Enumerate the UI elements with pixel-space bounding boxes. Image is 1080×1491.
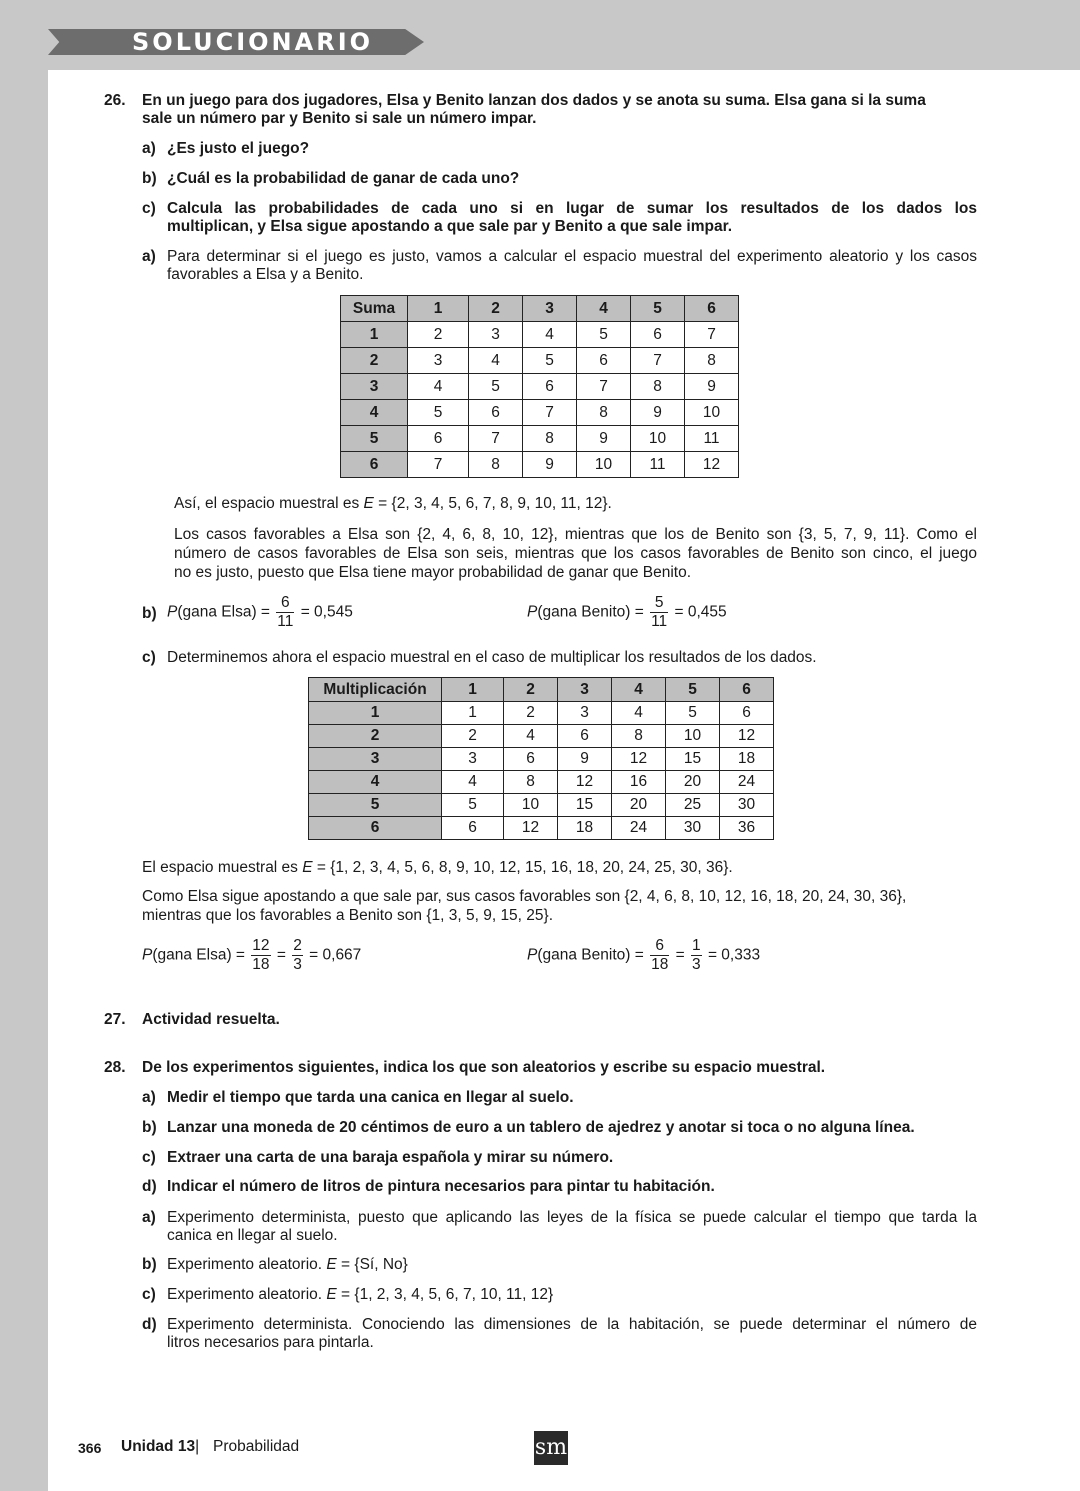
sum-table-header-cell: Suma	[341, 296, 408, 322]
solution-b-label: b)	[142, 1256, 157, 1273]
multiplication-table-cell: 16	[612, 771, 666, 794]
sample-space-symbol: E	[326, 1286, 337, 1303]
sum-table-cell: 7	[685, 322, 739, 348]
solution-c-text: Determinemos ahora el espacio muestral en el caso de multiplicar los resultados de los dados.	[167, 649, 817, 666]
equals-sign: =	[276, 946, 286, 964]
probability-benito-sum	[527, 594, 727, 631]
multiplication-table-row	[309, 771, 774, 794]
sum-table-cell: 4	[523, 322, 577, 348]
solution-a-text-line1: Para determinar si el juego es justo, vamos a calcular el espacio muestral del experimento aleatorio y los casos	[167, 248, 977, 265]
multiplication-table-cell: 8	[504, 771, 558, 794]
sample-space-set: = {2, 3, 4, 5, 6, 7, 8, 9, 10, 11, 12}.	[373, 495, 612, 512]
footer-unit-label: Unidad 13	[121, 1438, 196, 1455]
question-b-text: Lanzar una moneda de 20 céntimos de euro a un tablero de ajedrez y anotar si toca o no alguna línea.	[167, 1119, 915, 1136]
question-c-label: c)	[142, 200, 156, 217]
sum-table-cell: 6	[408, 426, 469, 452]
sum-table-header	[341, 296, 739, 322]
multiplication-table-cell: 12	[612, 748, 666, 771]
multiplication-table-cell: 4	[504, 725, 558, 748]
multiplication-table-cell: 30	[666, 817, 720, 840]
sample-space-set: = {1, 2, 3, 4, 5, 6, 8, 9, 10, 12, 15, 16, 18, 20, 24, 25, 30, 36}.	[312, 859, 733, 876]
product-favorable-line2: mientras que los favorables a Benito son {1, 3, 5, 9, 15, 25}.	[142, 907, 554, 924]
sum-table	[340, 295, 739, 478]
probability-result: = 0,333	[707, 946, 761, 964]
fraction	[650, 594, 668, 631]
banner-title: SOLUCIONARIO	[132, 28, 374, 56]
sum-table-cell: 9	[577, 426, 631, 452]
multiplication-table-cell: 10	[666, 725, 720, 748]
multiplication-table-header-cell: 3	[558, 678, 612, 702]
multiplication-table-cell: 20	[666, 771, 720, 794]
sum-table-row	[341, 322, 739, 348]
sum-table-header-cell: 3	[523, 296, 577, 322]
sum-table-cell: 6	[469, 400, 523, 426]
multiplication-table-row-header: 2	[309, 725, 442, 748]
probability-symbol: P	[527, 603, 538, 621]
multiplication-table-header-cell: 5	[666, 678, 720, 702]
probability-result: = 0,667	[309, 946, 362, 964]
multiplication-table-cell: 15	[558, 794, 612, 817]
fraction-denominator: 11	[651, 613, 668, 630]
sum-table-cell: 5	[523, 348, 577, 374]
sum-table-header-cell: 5	[631, 296, 685, 322]
exercise-28-number: 28.	[104, 1059, 126, 1076]
probability-elsa-label: (gana Elsa) =	[152, 946, 245, 964]
fraction-numerator: 6	[276, 594, 294, 613]
sum-table-row	[341, 452, 739, 478]
multiplication-table-header-cell: 1	[442, 678, 504, 702]
fraction-numerator: 5	[650, 594, 668, 613]
question-a-label: a)	[142, 140, 156, 157]
sample-space-prefix: El espacio muestral es	[142, 859, 303, 876]
multiplication-table-cell: 8	[612, 725, 666, 748]
sum-table-header-cell: 2	[469, 296, 523, 322]
question-d-label: d)	[142, 1178, 157, 1195]
sum-table-cell: 6	[631, 322, 685, 348]
sample-space-set: = {1, 2, 3, 4, 5, 6, 7, 10, 11, 12}	[336, 1286, 554, 1303]
favorable-cases-line3: no es justo, puesto que Elsa tiene mayor probabilidad de ganar que Benito.	[174, 564, 692, 581]
multiplication-table-cell: 24	[612, 817, 666, 840]
sum-table-header-cell: 4	[577, 296, 631, 322]
multiplication-table-cell: 3	[442, 748, 504, 771]
multiplication-table	[308, 677, 774, 840]
sum-table-row	[341, 426, 739, 452]
multiplication-table-cell: 9	[558, 748, 612, 771]
multiplication-table-cell: 6	[442, 817, 504, 840]
fraction	[650, 937, 669, 974]
sum-table-cell: 8	[631, 374, 685, 400]
sum-table-cell: 5	[469, 374, 523, 400]
probability-elsa-sum	[167, 594, 353, 631]
sum-table-cell: 4	[469, 348, 523, 374]
multiplication-table-cell: 2	[442, 725, 504, 748]
sm-logo: sm	[534, 1431, 568, 1465]
question-a-text: ¿Es justo el juego?	[167, 140, 310, 157]
multiplication-table-cell: 6	[558, 725, 612, 748]
question-c-text-line1: Calcula las probabilidades de cada uno si en lugar de sumar los resultados de los dados los	[167, 200, 977, 217]
sum-table-row	[341, 348, 739, 374]
fraction-denominator: 11	[277, 613, 294, 630]
sum-table-cell: 5	[408, 400, 469, 426]
multiplication-table-cell: 15	[666, 748, 720, 771]
sum-table-row-header: 2	[341, 348, 408, 374]
sum-table-row	[341, 400, 739, 426]
probability-result: = 0,455	[674, 603, 727, 621]
sum-table-cell: 8	[469, 452, 523, 478]
multiplication-table-row-header: 3	[309, 748, 442, 771]
sum-table-cell: 2	[408, 322, 469, 348]
multiplication-table-cell: 4	[612, 702, 666, 725]
sum-table-row-header: 5	[341, 426, 408, 452]
multiplication-table-cell: 12	[558, 771, 612, 794]
multiplication-table-row-header: 1	[309, 702, 442, 725]
solution-a-label: a)	[142, 1209, 156, 1226]
sample-space-prefix: Así, el espacio muestral es	[174, 495, 364, 512]
sum-table-cell: 3	[469, 322, 523, 348]
multiplication-table-row-header: 5	[309, 794, 442, 817]
multiplication-table-row-header: 4	[309, 771, 442, 794]
fraction-denominator: 3	[293, 956, 302, 973]
solution-d-line1: Experimento determinista. Conociendo las dimensiones de la habitación, se puede determinar el número de	[167, 1316, 977, 1333]
probability-elsa-product	[142, 937, 361, 974]
favorable-cases-line2: número de casos favorables de Elsa son seis, mientras que los casos favorables de Benito son cinco, el juego	[174, 545, 977, 562]
multiplication-table-cell: 36	[720, 817, 774, 840]
multiplication-table-cell: 3	[558, 702, 612, 725]
fraction	[691, 937, 702, 974]
solution-a-text-line2: favorables a Elsa y a Benito.	[167, 266, 364, 283]
fraction	[251, 937, 270, 974]
multiplication-table-cell: 4	[442, 771, 504, 794]
sum-table-cell: 9	[685, 374, 739, 400]
sum-table-cell: 7	[469, 426, 523, 452]
sum-table-row	[341, 374, 739, 400]
multiplication-table-cell: 12	[504, 817, 558, 840]
multiplication-table-cell: 6	[720, 702, 774, 725]
multiplication-table-cell: 20	[612, 794, 666, 817]
probability-symbol: P	[142, 946, 153, 964]
solution-b-text	[167, 1255, 408, 1274]
probability-benito-label: (gana Benito) =	[537, 946, 644, 964]
sum-table-cell: 10	[631, 426, 685, 452]
sum-table-cell: 7	[523, 400, 577, 426]
multiplication-table-header-cell: 2	[504, 678, 558, 702]
question-a-text: Medir el tiempo que tarda una canica en llegar al suelo.	[167, 1089, 574, 1106]
fraction-numerator: 2	[293, 937, 302, 954]
favorable-cases-line1: Los casos favorables a Elsa son {2, 4, 6, 8, 10, 12}, mientras que los de Benito son {3, 5, 7, 9, 11}. Como el	[174, 526, 977, 543]
question-c-text-line2: multiplican, y Elsa sigue apostando a que sale par y Benito a que sale impar.	[167, 218, 733, 235]
probability-symbol: P	[167, 603, 178, 621]
multiplication-table-cell: 18	[720, 748, 774, 771]
sum-table-header-cell: 6	[685, 296, 739, 322]
multiplication-table-cell: 5	[666, 702, 720, 725]
question-b-label: b)	[142, 170, 157, 187]
sum-table-cell: 10	[577, 452, 631, 478]
probability-result: = 0,545	[300, 603, 353, 621]
solution-c-label: c)	[142, 1286, 156, 1303]
question-a-label: a)	[142, 1089, 156, 1106]
question-d-text: Indicar el número de litros de pintura necesarios para pintar tu habitación.	[167, 1178, 715, 1195]
multiplication-table-header	[309, 678, 774, 702]
multiplication-table-cell: 30	[720, 794, 774, 817]
sum-table-cell: 7	[408, 452, 469, 478]
solution-b-prefix: Experimento aleatorio.	[167, 1256, 327, 1273]
sample-space-symbol: E	[302, 859, 313, 876]
exercise-26-number: 26.	[104, 92, 126, 109]
exercise-26-statement-line2: sale un número par y Benito si sale un número impar.	[142, 110, 537, 127]
multiplication-table-header-cell: 6	[720, 678, 774, 702]
multiplication-table-cell: 10	[504, 794, 558, 817]
multiplication-table-cell: 25	[666, 794, 720, 817]
question-b-text: ¿Cuál es la probabilidad de ganar de cada uno?	[167, 170, 520, 187]
footer-topic: Probabilidad	[213, 1438, 300, 1455]
sum-table-cell: 8	[577, 400, 631, 426]
sum-table-row-header: 1	[341, 322, 408, 348]
fraction-denominator: 18	[252, 956, 270, 973]
multiplication-table-row	[309, 794, 774, 817]
multiplication-table-cell: 12	[720, 725, 774, 748]
sum-table-cell: 10	[685, 400, 739, 426]
sum-table-cell: 9	[523, 452, 577, 478]
solution-d-label: d)	[142, 1316, 157, 1333]
fraction-numerator: 1	[692, 937, 701, 954]
fraction-numerator: 6	[650, 937, 669, 956]
sum-table-cell: 8	[685, 348, 739, 374]
fraction-numerator: 12	[252, 937, 270, 954]
fraction	[292, 937, 303, 974]
sum-table-cell: 7	[631, 348, 685, 374]
multiplication-table-row	[309, 702, 774, 725]
sample-space-symbol: E	[326, 1256, 337, 1273]
sum-table-cell: 11	[631, 452, 685, 478]
multiplication-table-cell: 1	[442, 702, 504, 725]
question-c-label: c)	[142, 1149, 156, 1166]
probability-elsa-label: (gana Elsa) =	[177, 603, 270, 621]
solution-c-label: c)	[142, 649, 156, 666]
probability-benito-product	[527, 937, 760, 974]
sum-table-cell: 6	[577, 348, 631, 374]
multiplication-table-cell: 2	[504, 702, 558, 725]
multiplication-table-row	[309, 748, 774, 771]
fraction	[276, 594, 294, 631]
probability-benito-label: (gana Benito) =	[537, 603, 644, 621]
multiplication-table-cell: 18	[558, 817, 612, 840]
sum-table-header-cell: 1	[408, 296, 469, 322]
multiplication-table-row-header: 6	[309, 817, 442, 840]
solution-a-line1: Experimento determinista, puesto que aplicando las leyes de la física se puede calcular el tiempo que tarda la	[167, 1209, 977, 1226]
solution-d-line2: litros necesarios para pintarla.	[167, 1334, 374, 1351]
exercise-26-statement-line1: En un juego para dos jugadores, Elsa y Benito lanzan dos dados y se anota su suma. Elsa gana si la suma	[142, 92, 926, 109]
sum-table-row-header: 3	[341, 374, 408, 400]
sum-table-cell: 9	[631, 400, 685, 426]
sample-space-sum	[174, 494, 612, 513]
sum-table-cell: 11	[685, 426, 739, 452]
multiplication-table-header-cell: 4	[612, 678, 666, 702]
fraction-denominator: 3	[692, 956, 701, 973]
sample-space-set: = {Sí, No}	[336, 1256, 408, 1273]
sum-table-cell: 3	[408, 348, 469, 374]
solution-a-label: a)	[142, 248, 156, 265]
fraction-denominator: 18	[651, 956, 669, 973]
exercise-27-text: Actividad resuelta.	[142, 1011, 280, 1028]
solution-c-prefix: Experimento aleatorio.	[167, 1286, 327, 1303]
sum-table-row-header: 4	[341, 400, 408, 426]
sum-table-cell: 12	[685, 452, 739, 478]
multiplication-table-cell: 24	[720, 771, 774, 794]
multiplication-table-row	[309, 725, 774, 748]
sum-table-cell: 8	[523, 426, 577, 452]
probability-symbol: P	[527, 946, 538, 964]
question-c-text: Extraer una carta de una baraja española y mirar su número.	[167, 1149, 614, 1166]
sample-space-product	[142, 858, 733, 877]
equals-sign: =	[675, 946, 685, 964]
multiplication-table-header-cell: Multiplicación	[309, 678, 442, 702]
sum-table-cell: 6	[523, 374, 577, 400]
multiplication-table-cell: 5	[442, 794, 504, 817]
solution-b-label: b)	[142, 605, 157, 622]
sum-table-row-header: 6	[341, 452, 408, 478]
sample-space-symbol: E	[363, 495, 374, 512]
solution-c-text	[167, 1285, 553, 1304]
footer-separator: |	[195, 1438, 200, 1455]
page-number: 366	[78, 1440, 102, 1456]
product-favorable-line1: Como Elsa sigue apostando a que sale par, sus casos favorables son {2, 4, 6, 8, 10, 12, 16, 18, 20, 24, 30, 36},	[142, 888, 907, 905]
solution-a-line2: canica en llegar al suelo.	[167, 1227, 338, 1244]
exercise-27-number: 27.	[104, 1011, 126, 1028]
footer-unit	[121, 1438, 199, 1456]
sum-table-cell: 5	[577, 322, 631, 348]
question-b-label: b)	[142, 1119, 157, 1136]
sum-table-cell: 4	[408, 374, 469, 400]
exercise-28-statement: De los experimentos siguientes, indica los que son aleatorios y escribe su espacio muestral.	[142, 1059, 826, 1076]
sum-table-cell: 7	[577, 374, 631, 400]
multiplication-table-cell: 6	[504, 748, 558, 771]
multiplication-table-row	[309, 817, 774, 840]
